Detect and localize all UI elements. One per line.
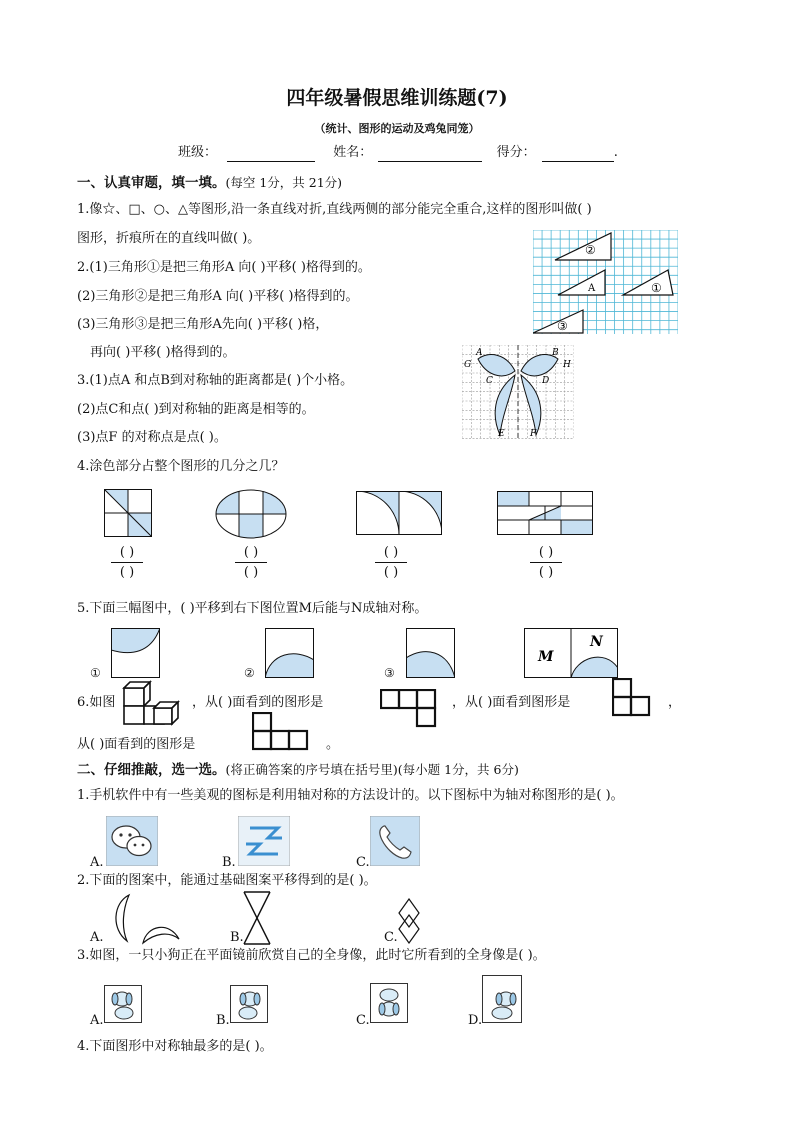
point-B: B xyxy=(552,348,559,358)
frac-top: ( ) xyxy=(243,545,259,560)
q1-line2: 图形，折痕所在的直线叫做( )。 xyxy=(77,231,261,246)
frac-bottom: ( ) xyxy=(538,565,554,580)
section2-heading xyxy=(77,758,519,778)
frac-top: ( ) xyxy=(383,545,399,560)
diamond-pattern xyxy=(398,898,420,944)
score-label: 得分： xyxy=(496,145,536,160)
s2-q3-text: 3.如图，一只小狗正在平面镜前欣赏自己的全身像，此时它所看到的全身像是( )。 xyxy=(77,948,546,963)
q5-figure-2 xyxy=(265,628,314,678)
q6-text-e: 从( )面看到的图形是 xyxy=(77,737,196,752)
s2-q2-opt-B: B. xyxy=(230,930,244,945)
frac-bottom: ( ) xyxy=(383,565,399,580)
s2-q1-opt-A: A. xyxy=(90,855,104,870)
q4-shape-ellipse xyxy=(215,489,287,539)
info-row xyxy=(178,144,618,162)
tri-label-1: ① xyxy=(651,281,662,295)
q4-shape-arcs xyxy=(356,491,442,535)
q4-shape-bricks xyxy=(497,491,593,535)
s2-q2-opt-C: C. xyxy=(384,930,398,945)
leaf-symmetry-figure xyxy=(462,345,574,439)
name-label: 姓名： xyxy=(333,145,373,160)
q4-answer-3[interactable] xyxy=(371,545,411,580)
q6-cubes-figure xyxy=(122,680,188,726)
s2-q1-text: 1.手机软件中有一些美观的图标是利用轴对称的方法设计的。以下图标中为轴对称图形的是( )。 xyxy=(77,788,624,803)
q5-N-label: N xyxy=(590,634,603,650)
s2-q3-opt-A: A. xyxy=(90,1013,104,1028)
q4-answer-2[interactable] xyxy=(231,545,271,580)
section1-heading xyxy=(77,171,342,191)
q5-target-figure xyxy=(524,628,618,678)
s2-q1-opt-C: C. xyxy=(356,855,370,870)
phone-icon xyxy=(370,816,420,866)
q5-figure-1 xyxy=(111,628,160,678)
s2-q3-opt-D: D. xyxy=(468,1013,483,1028)
s2-q2-text: 2.下面的图案中，能通过基础图案平移得到的是( )。 xyxy=(77,873,377,888)
tri-label-3: ③ xyxy=(557,319,568,333)
q5-figure-3 xyxy=(406,628,455,678)
q5-text: 5.下面三幅图中，( )平移到右下图位置M后能与N成轴对称。 xyxy=(77,601,428,616)
q3-part3: (3)点F 的对称点是点( )。 xyxy=(77,430,227,445)
q4-answer-1[interactable] xyxy=(107,545,147,580)
bank-logo-icon xyxy=(238,816,290,866)
q6-view-1 xyxy=(380,689,438,729)
point-A: A xyxy=(476,348,483,358)
q2-part1: 2.(1)三角形①是把三角形A 向( )平移( )格得到的。 xyxy=(77,260,371,275)
point-F: F xyxy=(530,429,537,439)
q6-text-c: ，从( )面看到图形是 xyxy=(452,695,571,710)
q6-text-f: 。 xyxy=(326,737,340,752)
dog-mirror-A xyxy=(104,985,142,1023)
q4-shape-square xyxy=(104,489,152,537)
section1-note: (每空 1分，共 21分) xyxy=(225,175,343,190)
tri-label-2: ② xyxy=(585,243,596,257)
q5-label-2: ② xyxy=(244,666,255,680)
point-H: H xyxy=(563,360,571,370)
page-title: 四年级暑假思维训练题(7) xyxy=(286,87,508,109)
q3-part2: (2)点C和点( )到对称轴的距离是相等的。 xyxy=(77,402,315,417)
q5-label-3: ③ xyxy=(384,666,395,680)
point-C: C xyxy=(486,376,493,386)
frac-top: ( ) xyxy=(119,545,135,560)
name-field[interactable] xyxy=(378,147,482,162)
q1-line1: 1.像☆、□、○、△等图形,沿一条直线对折,直线两侧的部分能完全重合,这样的图形叫做( ) xyxy=(77,202,592,217)
q6-view-2 xyxy=(612,678,654,718)
q6-text-a: 6.如图 xyxy=(77,695,116,710)
class-label: 班级： xyxy=(178,145,218,160)
score-field[interactable] xyxy=(542,147,614,162)
q6-text-b: ，从( )面看到的图形是 xyxy=(192,695,324,710)
s2-q1-opt-B: B. xyxy=(222,855,236,870)
page-subtitle: （统计、图形的运动及鸡兔同笼） xyxy=(314,122,480,135)
q6-view-3 xyxy=(252,712,310,752)
frac-bottom: ( ) xyxy=(243,565,259,580)
s2-q3-opt-B: B. xyxy=(216,1013,230,1028)
dog-mirror-D xyxy=(482,975,522,1023)
s2-q4-text: 4.下面图形中对称轴最多的是( )。 xyxy=(77,1039,273,1054)
q5-M-label: M xyxy=(538,649,554,665)
s2-q3-opt-C: C. xyxy=(356,1013,370,1028)
translation-grid-figure xyxy=(533,230,678,334)
q6-text-d: ， xyxy=(668,695,682,710)
dog-mirror-B xyxy=(230,985,268,1023)
q2-part4: 再向( )平移( )格得到的。 xyxy=(90,345,236,360)
dog-mirror-C xyxy=(370,983,408,1023)
section2-note: (将正确答案的序号填在括号里)(每小题 1分，共 6分) xyxy=(225,762,519,777)
point-G: G xyxy=(464,360,472,370)
end-dot: . xyxy=(613,145,618,160)
point-D: D xyxy=(542,376,550,386)
hourglass-pattern xyxy=(240,890,274,946)
frac-bottom: ( ) xyxy=(119,565,135,580)
q3-part1: 3.(1)点A 和点B到对称轴的距离都是( )个小格。 xyxy=(77,373,354,388)
section2-title: 二、仔细推敲，选一选。 xyxy=(77,762,226,778)
class-field[interactable] xyxy=(227,147,315,162)
q4-text: 4.涂色部分占整个图形的几分之几？ xyxy=(77,459,285,474)
q5-label-1: ① xyxy=(90,666,101,680)
s2-q2-opt-A: A. xyxy=(90,930,104,945)
q2-part2: (2)三角形②是把三角形A 向( )平移( )格得到的。 xyxy=(77,289,359,304)
section1-title: 一、认真审题，填一填。 xyxy=(77,175,226,191)
chat-app-icon xyxy=(106,816,158,866)
frac-top: ( ) xyxy=(538,545,554,560)
q4-answer-4[interactable] xyxy=(526,545,566,580)
q2-part3: (3)三角形③是把三角形A先向( )平移( )格， xyxy=(77,317,329,332)
moon-pattern xyxy=(103,893,181,945)
tri-label-A: A xyxy=(588,283,596,294)
point-E: E xyxy=(498,429,505,439)
